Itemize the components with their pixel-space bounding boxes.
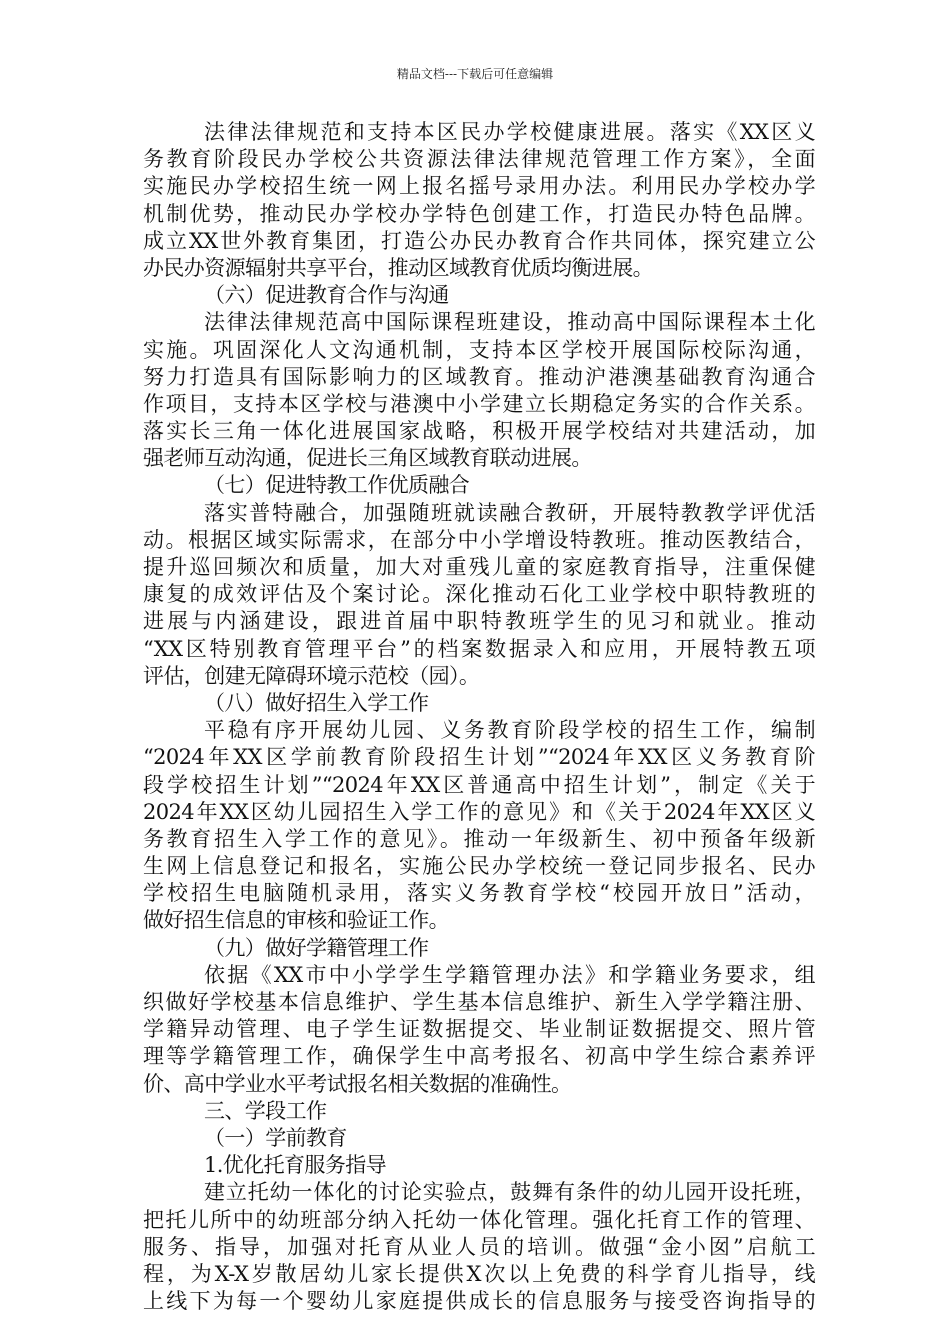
- text-line: 落实长三角一体化进展国家战略，积极开展学校结对共建活动，加: [143, 419, 815, 444]
- text-line: 学籍异动管理、电子学生证数据提交、毕业制证数据提交、照片管: [143, 1017, 815, 1042]
- section-heading: [143, 1125, 815, 1152]
- text-line: 办民办资源辐射共享平台，推动区域教育优质均衡进展。: [143, 255, 653, 280]
- text-line: 成立XX世外教育集团，打造公办民办教育合作共同体，探究建立公: [143, 228, 815, 253]
- section-heading: [143, 1098, 815, 1125]
- text-line: 三、学段工作: [204, 1098, 327, 1123]
- text-line: 上线下为每一个婴幼儿家庭提供成长的信息服务与接受咨询指导的: [143, 1289, 815, 1314]
- text-line: （一）学前教育: [204, 1125, 347, 1150]
- body-paragraph: [143, 962, 815, 1098]
- text-line: 程，为X-X岁散居幼儿家长提供X次以上免费的科学育儿指导，线: [143, 1261, 815, 1286]
- text-line: 把托儿所中的幼班部分纳入托幼一体化管理。强化托育工作的管理、: [143, 1207, 815, 1232]
- text-line: （八）做好招生入学工作: [204, 690, 429, 715]
- text-line: 段学校招生计划”“2024年XX区普通高中招生计划”，制定《关于: [143, 772, 815, 797]
- body-paragraph: [143, 500, 815, 690]
- text-line: 强老师互动沟通，促进长三角区域教育联动进展。: [143, 446, 592, 471]
- text-line: 服务、指导，加强对托育从业人员的培训。做强“金小囡”启航工: [143, 1234, 815, 1259]
- section-heading: [143, 1152, 815, 1179]
- text-line: 务教育招生入学工作的意见》。推动一年级新生、初中预备年级新: [143, 826, 815, 851]
- text-line: 价、高中学业水平考试报名相关数据的准确性。: [143, 1071, 572, 1096]
- text-line: 做好招生信息的审核和验证工作。: [143, 908, 449, 933]
- text-line: （七）促进特教工作优质融合: [204, 473, 470, 498]
- text-line: 织做好学校基本信息维护、学生基本信息维护、新生入学学籍注册、: [143, 990, 815, 1014]
- text-line: 学校招生电脑随机录用，落实义务教育学校“校园开放日”活动，: [143, 881, 815, 906]
- text-line: 理等学籍管理工作，确保学生中高考报名、初高中学生综合素养评: [143, 1044, 815, 1069]
- text-line: 实施民办学校招生统一网上报名摇号录用办法。利用民办学校办学: [143, 174, 815, 199]
- section-heading: [143, 282, 815, 309]
- text-line: 作项目，支持本区学校与港澳中小学建立长期稳定务实的合作关系。: [143, 391, 815, 416]
- text-line: 2024年XX区幼儿园招生入学工作的意见》和《关于2024年XX区义: [143, 799, 815, 824]
- text-line: （九）做好学籍管理工作: [204, 935, 429, 960]
- body-paragraph: [143, 119, 815, 282]
- document-body: [143, 119, 815, 1315]
- text-line: 努力打造具有国际影响力的区域教育。推动沪港澳基础教育沟通合: [143, 364, 815, 389]
- text-line: 依据《XX市中小学学生学籍管理办法》和学籍业务要求，组: [204, 962, 815, 987]
- body-paragraph: [143, 1179, 815, 1315]
- section-heading: [143, 472, 815, 499]
- text-line: 法律法律规范高中国际课程班建设，推动高中国际课程本土化: [204, 310, 815, 335]
- text-line: 务教育阶段民办学校公共资源法律法律规范管理工作方案》，全面: [143, 147, 815, 172]
- text-line: 平稳有序开展幼儿园、义务教育阶段学校的招生工作，编制: [204, 718, 815, 743]
- section-heading: [143, 935, 815, 962]
- body-paragraph: [143, 717, 815, 935]
- text-line: 落实普特融合，加强随班就读融合教研，开展特教教学评优活: [204, 500, 815, 525]
- text-line: 提升巡回频次和质量，加大对重残儿童的家庭教育指导，注重保健: [143, 555, 815, 579]
- text-line: 1.优化托育服务指导: [204, 1153, 387, 1178]
- page-header: 精品文档---下载后可任意编辑: [396, 67, 554, 81]
- text-line: “2024年XX区学前教育阶段招生计划”“2024年XX区义务教育阶: [143, 745, 815, 770]
- body-paragraph: [143, 309, 815, 472]
- text-line: 建立托幼一体化的讨论实验点，鼓舞有条件的幼儿园开设托班，: [204, 1180, 815, 1205]
- text-line: 康复的成效评估及个案讨论。深化推动石化工业学校中职特教班的: [143, 582, 815, 607]
- text-line: 进展与内涵建设，跟进首届中职特教班学生的见习和就业。推动: [143, 609, 815, 634]
- text-line: “XX区特别教育管理平台”的档案数据录入和应用，开展特教五项: [143, 636, 815, 661]
- text-line: 法律法律规范和支持本区民办学校健康进展。落实《XX区义: [204, 120, 815, 144]
- text-line: 生网上信息登记和报名，实施公民办学校统一登记同步报名、民办: [143, 854, 815, 879]
- section-heading: [143, 690, 815, 717]
- text-line: 评估，创建无障碍环境示范校（园）。: [143, 663, 480, 688]
- text-line: （六）促进教育合作与沟通: [204, 283, 449, 308]
- text-line: 机制优势，推动民办学校办学特色创建工作，打造民办特色品牌。: [143, 201, 815, 226]
- text-line: 动。根据区域实际需求，在部分中小学增设特教班。推动医教结合，: [143, 527, 815, 552]
- text-line: 实施。巩固深化人文沟通机制，支持本区学校开展国际校际沟通，: [143, 337, 815, 362]
